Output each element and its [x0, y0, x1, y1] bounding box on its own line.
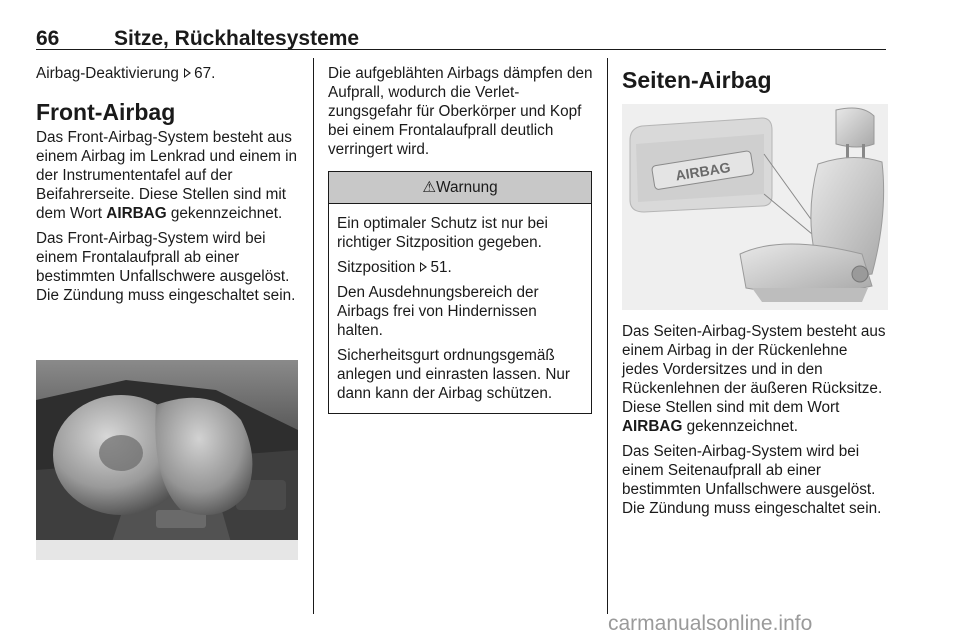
- paragraph-side-airbag-1: Das Seiten-Airbag-System besteht aus einem Airbag in der Rückenlehne jedes Vordersitzes und in den Rückenlehnen der äußeren Rücksitze. Diese Stellen sind mit dem Wort AIRBAG gekennzeichnet.: [622, 323, 886, 435]
- warning-header: [329, 172, 591, 204]
- front-airbag-image: [36, 360, 298, 560]
- side-airbag-text: [622, 322, 888, 524]
- airbag-keyword: AIRBAG: [106, 205, 167, 222]
- warning-paragraph-3: Den Ausdehnungsbereich der Airbags frei von Hindernissen halten.: [337, 284, 539, 339]
- warning-title: Warnung: [436, 179, 498, 196]
- watermark: carmanualsonline.info: [608, 612, 813, 635]
- heading-side-airbag: Seiten-Airbag: [622, 67, 772, 93]
- ref-page[interactable]: 67.: [194, 65, 216, 82]
- airbag-keyword: AIRBAG: [622, 418, 683, 435]
- column-divider-1: [313, 58, 314, 614]
- page-reference-arrow-icon: [420, 262, 427, 272]
- front-airbag-illustration: [36, 360, 298, 560]
- cross-reference: Airbag-Deaktivierung 67.: [36, 65, 216, 82]
- page-header: [36, 27, 886, 50]
- column-divider-2: [607, 58, 608, 614]
- side-airbag-illustration: [622, 104, 888, 310]
- ref-page[interactable]: 51.: [430, 259, 452, 276]
- warning-body: [329, 204, 591, 413]
- warning-box: [328, 171, 592, 414]
- section-title: Sitze, Rückhaltesysteme: [114, 27, 360, 50]
- warning-paragraph-1: Ein optimaler Schutz ist nur bei richtiger Sitzposition gegeben.: [337, 215, 548, 251]
- warning-paragraph-4: Sicherheitsgurt ordnungsgemäß anlegen und einrasten lassen. Nur dann kann der Airbag schützen.: [337, 347, 571, 402]
- paragraph-inflated-airbags: Die aufgeblähten Airbags dämpfen den Aufprall, wodurch die Verletzungsgefahr für Oberkörper und Kopf bei einem Frontalaufprall deutlich verringert wird.: [328, 65, 593, 158]
- column-3: [622, 64, 888, 94]
- paragraph-side-airbag-2: Das Seiten-Airbag-System wird bei einem Seitenaufprall ab einer bestimmten Unfallschwere ausgelöst. Die Zündung muss eingeschaltet sein.: [622, 443, 882, 517]
- paragraph-front-airbag-2: Das Front-Airbag-System wird bei einem Frontalaufprall ab einer bestimmten Unfallschwere ausgelöst. Die Zündung muss eingeschaltet sein.: [36, 230, 296, 304]
- side-airbag-image: [622, 104, 888, 310]
- column-1: [36, 64, 298, 311]
- column-2: [328, 64, 594, 414]
- warning-icon: ⚠: [422, 179, 437, 196]
- page-reference-arrow-icon: [184, 68, 191, 78]
- paragraph-front-airbag-1: Das Front-Airbag-System besteht aus einem Airbag im Lenkrad und einem in der Instrumententafel auf der Beifahrerseite. Diese Stellen sind mit dem Wort AIRBAG gekennzeichnet.: [36, 129, 298, 222]
- airbag-label: AIRBAG: [674, 158, 732, 184]
- warning-paragraph-2: Sitzposition 51.: [337, 259, 452, 276]
- page-number: 66: [36, 27, 60, 50]
- heading-front-airbag: Front-Airbag: [36, 99, 176, 125]
